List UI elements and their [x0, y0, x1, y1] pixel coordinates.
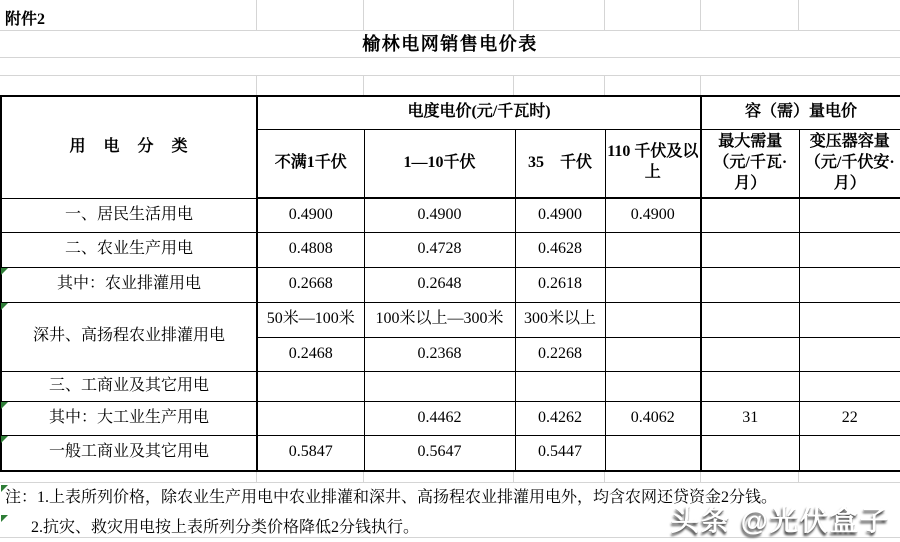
attachment-label: 附件2	[5, 11, 46, 28]
price-cell: 0.2268	[515, 337, 605, 371]
header-category: 用 电 分 类	[1, 96, 257, 198]
price-cell: 0.4900	[605, 198, 701, 232]
price-cell: 0.5847	[257, 435, 364, 471]
header-voltage-under-1kv: 不满1千伏	[257, 129, 364, 198]
gridline	[604, 0, 605, 30]
green-corner-triangle-icon	[1, 515, 8, 522]
price-cell	[605, 267, 701, 302]
price-cell	[515, 371, 605, 401]
green-corner-triangle-icon	[1, 303, 8, 310]
price-cell: 0.4900	[364, 198, 515, 232]
price-cell	[701, 267, 799, 302]
green-corner-triangle-icon	[1, 402, 8, 409]
price-cell	[605, 337, 701, 371]
depth-range-cell: 300米以上	[515, 302, 605, 337]
price-cell	[605, 371, 701, 401]
depth-range-cell: 100米以上—300米	[364, 302, 515, 337]
price-cell	[701, 302, 799, 337]
note-line-2: 2.抗灾、救灾用电按上表所列分类价格降低2分钱执行。	[31, 519, 420, 536]
price-cell: 0.2468	[257, 337, 364, 371]
header-max-demand: 最大需量（元/千瓦·月）	[701, 129, 799, 198]
price-cell: 0.4900	[515, 198, 605, 232]
price-cell	[799, 302, 900, 337]
price-cell	[257, 401, 364, 435]
price-cell	[799, 371, 900, 401]
page-title: 榆林电网销售电价表	[362, 34, 538, 54]
price-cell	[364, 371, 515, 401]
price-cell: 0.5447	[515, 435, 605, 471]
header-energy-price-group: 电度电价(元/千瓦时)	[257, 96, 701, 129]
price-cell: 0.4728	[364, 232, 515, 267]
row-label: 一、居民生活用电	[1, 198, 257, 232]
gridline	[0, 482, 900, 483]
gridline	[256, 0, 257, 30]
price-cell: 0.2668	[257, 267, 364, 302]
price-cell	[799, 435, 900, 471]
price-cell: 0.4628	[515, 232, 605, 267]
row-label: 其中：农业排灌用电	[1, 267, 257, 302]
gridline	[363, 0, 364, 30]
price-cell	[799, 267, 900, 302]
row-label: 二、农业生产用电	[1, 232, 257, 267]
price-cell: 0.4462	[364, 401, 515, 435]
gridline	[604, 75, 605, 95]
price-cell	[799, 232, 900, 267]
price-cell	[799, 337, 900, 371]
price-cell	[605, 302, 701, 337]
price-cell	[701, 198, 799, 232]
header-voltage-110kv-above: 110 千伏及以上	[605, 129, 701, 198]
gridline	[363, 75, 364, 95]
row-label: 三、工商业及其它用电	[1, 371, 257, 401]
gridline	[0, 57, 900, 58]
gridline	[513, 75, 514, 95]
gridline	[798, 0, 799, 30]
green-corner-triangle-icon	[1, 436, 8, 443]
row-label: 深井、高扬程农业排灌用电	[1, 302, 257, 371]
header-voltage-35kv: 35 千伏	[515, 129, 605, 198]
gridline	[513, 0, 514, 30]
row-label: 一般工商业及其它用电	[1, 435, 257, 471]
price-cell	[799, 198, 900, 232]
gridline	[0, 30, 900, 31]
price-cell	[701, 371, 799, 401]
price-cell: 22	[799, 401, 900, 435]
row-label: 其中：大工业生产用电	[1, 401, 257, 435]
gridline	[256, 75, 257, 95]
header-transformer-capacity: 变压器容量（元/千伏安·月）	[799, 129, 900, 198]
price-table	[0, 95, 900, 472]
header-voltage-1-10kv: 1—10千伏	[364, 129, 515, 198]
price-cell: 31	[701, 401, 799, 435]
price-cell	[701, 435, 799, 471]
price-cell: 0.2368	[364, 337, 515, 371]
gridline	[700, 75, 701, 95]
price-cell: 0.4262	[515, 401, 605, 435]
header-capacity-price-group: 容（需）量电价	[701, 96, 900, 129]
price-cell: 0.4900	[257, 198, 364, 232]
price-cell	[257, 371, 364, 401]
price-cell: 0.5647	[364, 435, 515, 471]
price-cell: 0.4062	[605, 401, 701, 435]
depth-range-cell: 50米—100米	[257, 302, 364, 337]
price-cell	[605, 435, 701, 471]
green-corner-triangle-icon	[1, 268, 8, 275]
green-corner-triangle-icon	[1, 485, 8, 492]
gridline	[0, 75, 900, 76]
price-cell: 0.4808	[257, 232, 364, 267]
price-cell: 0.2648	[364, 267, 515, 302]
price-cell: 0.2618	[515, 267, 605, 302]
note-line-1: 注：1.上表所列价格，除农业生产用电中农业排灌和深井、高扬程农业排灌用电外，均含农网还贷资金2分钱。	[5, 489, 778, 506]
price-cell	[605, 232, 701, 267]
price-cell	[701, 232, 799, 267]
gridline	[700, 0, 701, 30]
watermark: 头条 @光伏盒子	[670, 505, 890, 536]
price-cell	[701, 337, 799, 371]
